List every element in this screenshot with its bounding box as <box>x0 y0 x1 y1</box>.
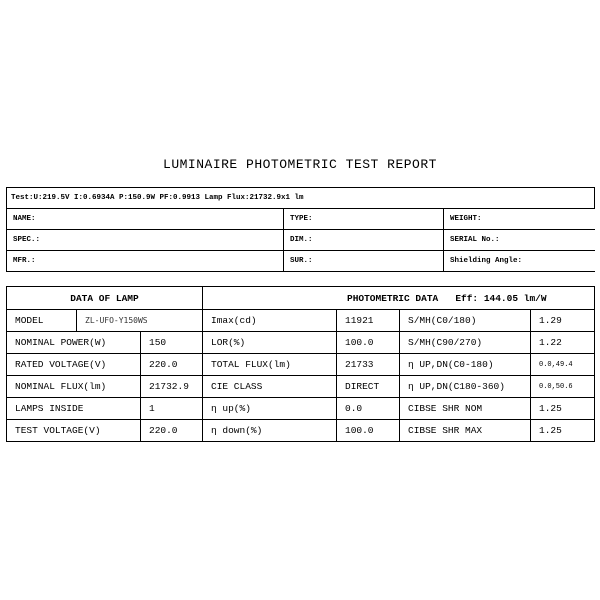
lamp-label: RATED VOLTAGE(V) <box>7 354 141 376</box>
photometric-value: 1.29 <box>531 310 595 332</box>
lamp-label: TEST VOLTAGE(V) <box>7 420 141 442</box>
dim-field: DIM.: <box>284 230 444 251</box>
lamp-label: NOMINAL FLUX(lm) <box>7 376 141 398</box>
data-table <box>6 286 595 442</box>
report-title: LUMINAIRE PHOTOMETRIC TEST REPORT <box>163 157 437 172</box>
lamp-value: 1 <box>141 398 203 420</box>
photometric-value: 0.0,49.4 <box>531 354 595 376</box>
photometric-value: 0.0 <box>337 398 400 420</box>
spec-field: SPEC.: <box>7 230 284 251</box>
type-field: TYPE: <box>284 209 444 230</box>
photometric-label: η up(%) <box>203 398 337 420</box>
photometric-label: CIBSE SHR NOM <box>400 398 531 420</box>
photometric-label: LOR(%) <box>203 332 337 354</box>
info-row-name <box>7 209 595 230</box>
info-row-mfr <box>7 251 595 272</box>
table-row <box>7 332 595 354</box>
table-row <box>7 420 595 442</box>
efficiency-value: Eff: 144.05 lm/W <box>455 292 547 304</box>
info-table <box>6 187 595 272</box>
lamp-value: 21732.9 <box>141 376 203 398</box>
lamp-data-header: DATA OF LAMP <box>7 287 203 310</box>
shielding-angle-field: Shielding Angle: <box>444 251 595 272</box>
weight-field: WEIGHT: <box>444 209 595 230</box>
photometric-value: DIRECT <box>337 376 400 398</box>
name-field: NAME: <box>7 209 284 230</box>
photometric-header <box>203 287 595 310</box>
photometric-label: CIE CLASS <box>203 376 337 398</box>
table-row <box>7 376 595 398</box>
table-row <box>7 398 595 420</box>
info-row-spec <box>7 230 595 251</box>
mfr-field: MFR.: <box>7 251 284 272</box>
photometric-value: 100.0 <box>337 420 400 442</box>
table-row <box>7 310 595 332</box>
photometric-value: 1.25 <box>531 420 595 442</box>
photometric-value: 100.0 <box>337 332 400 354</box>
serial-field: SERIAL No.: <box>444 230 595 251</box>
photometric-value: 0.0,50.6 <box>531 376 595 398</box>
photometric-label: S/MH(C0/180) <box>400 310 531 332</box>
lamp-value: ZL-UFO-Y150WS <box>77 310 203 332</box>
lamp-value: 220.0 <box>141 354 203 376</box>
photometric-value: 1.22 <box>531 332 595 354</box>
lamp-value: 220.0 <box>141 420 203 442</box>
photometric-value: 1.25 <box>531 398 595 420</box>
test-summary: Test:U:219.5V I:0.6934A P:150.9W PF:0.9913 Lamp Flux:21732.9x1 lm <box>7 188 595 209</box>
photometric-label: η UP,DN(C180-360) <box>400 376 531 398</box>
photometric-label: Imax(cd) <box>203 310 337 332</box>
lamp-label: NOMINAL POWER(W) <box>7 332 141 354</box>
photometric-title: PHOTOMETRIC DATA <box>347 292 439 304</box>
photometric-value: 21733 <box>337 354 400 376</box>
photometric-value: 11921 <box>337 310 400 332</box>
lamp-label: LAMPS INSIDE <box>7 398 141 420</box>
photometric-label: CIBSE SHR MAX <box>400 420 531 442</box>
lamp-label: MODEL <box>7 310 77 332</box>
photometric-label: η UP,DN(C0-180) <box>400 354 531 376</box>
table-row <box>7 354 595 376</box>
data-header-row <box>7 287 595 310</box>
photometric-label: TOTAL FLUX(lm) <box>203 354 337 376</box>
sur-field: SUR.: <box>284 251 444 272</box>
photometric-label: S/MH(C90/270) <box>400 332 531 354</box>
lamp-value: 150 <box>141 332 203 354</box>
photometric-label: η down(%) <box>203 420 337 442</box>
